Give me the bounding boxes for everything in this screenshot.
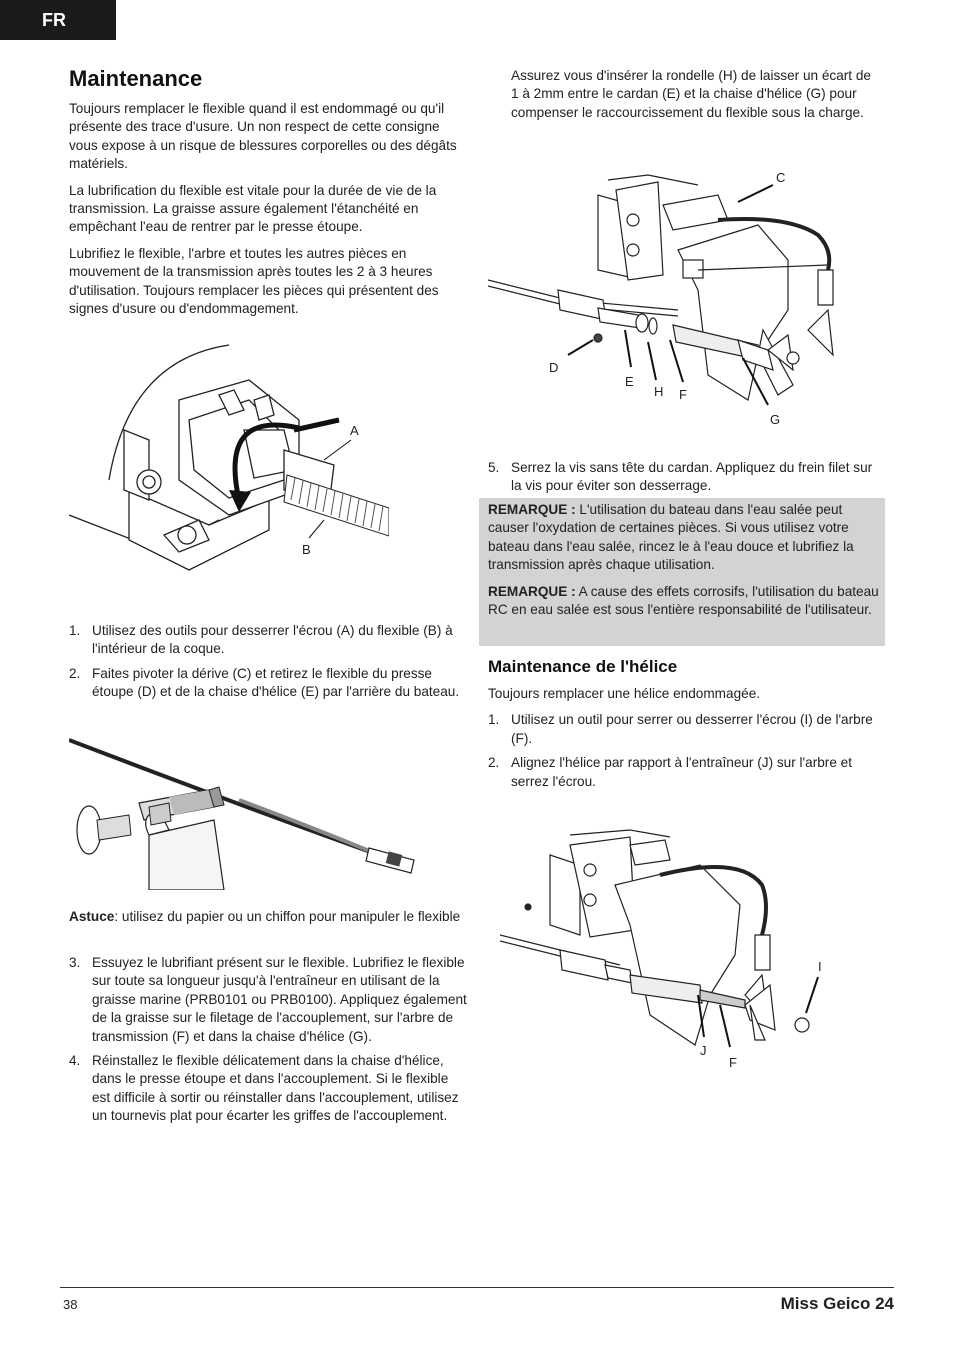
label-i: I (818, 959, 822, 974)
step-5: 5. Serrez la vis sans tête du cardan. Appliquez du frein filet sur la vis pour éviter son desserrage. (488, 460, 873, 494)
language-tab: FR (0, 0, 116, 40)
tip-text: : utilisez du papier ou un chiffon pour manipuler le flexible (114, 909, 461, 924)
step-5-list (488, 459, 885, 502)
notes-box (479, 498, 885, 646)
step-4: 4. Réinstallez le flexible délicatement dans la chaise d'hélice, dans le presse étoupe et dans l'accouplement. Si le flexible est difficile à sortir ou réinstaller dans l'accouplement, utilisez un tournevis plat pour écarter les griffes de l'accouplement. (69, 1053, 459, 1124)
page-number: 38 (63, 1297, 78, 1312)
figure-propeller (500, 825, 840, 1075)
page-title: Maintenance (69, 66, 203, 91)
prop-title: Maintenance de l'hélice (488, 657, 678, 676)
label-e: E (625, 374, 634, 389)
label-j: J (700, 1043, 707, 1058)
paragraph-3: Lubrifiez le flexible, l'arbre et toutes les autres pièces en mouvement de la transmission après toutes les 2 à 3 heures d'utilisation. Toujours remplacer les pièces qui présentent des signes d'usure ou d'endommagement. (69, 245, 439, 317)
prop-steps (488, 711, 885, 791)
paragraph-2: La lubrification du flexible est vitale pour la durée de vie de la transmission. La graisse assure également l'étanchéité en empêchant l'eau de rentrer par le presse étoupe. (69, 182, 437, 235)
tip (69, 908, 467, 926)
prop-section (488, 657, 885, 797)
label-f2: F (729, 1055, 737, 1070)
prop-intro: Toujours remplacer une hélice endommagée. (488, 686, 761, 701)
step-3: 3. Essuyez le lubrifiant présent sur le flexible. Lubrifiez le flexible sur toute sa longueur jusqu'à l'entraîneur en utilisant de la graisse marine (PRB0101 ou PRB0100). Appliquez également de la graisse sur le filetage de l'accouplement, sur l'arbre de transmission (F) et dans la chaise d'hélice (G). (69, 955, 467, 1044)
label-h: H (654, 384, 664, 399)
step-2: 2. Faites pivoter la dérive (C) et retirez le flexible du presse étoupe (D) et de la chaise d'hélice (E) par l'arrière du bateau. (69, 665, 460, 700)
prop-step-2: 2. Alignez l'hélice par rapport à l'entraîneur (J) sur l'arbre et serrez l'écrou. (488, 755, 852, 789)
figure-grease-cable (69, 735, 419, 890)
right-intro: Assurez vous d'insérer la rondelle (H) de laisser un écart de 1 à 2mm entre le cardan (E) et la chaise d'hélice (G) pour compenser le raccourcissement du flexible sous la charge. (511, 68, 871, 120)
paragraph-1: Toujours remplacer le flexible quand il est endommagé ou qu'il présente des trace d'usure. Un non respect de cette consigne vous expose à un risque de blessures corporelles ou des dégâts matériels. (69, 101, 457, 172)
figure-nut-cable (69, 340, 389, 580)
steps-list-a (69, 622, 467, 708)
label-d: D (549, 360, 559, 375)
prop-step-1: 1. Utilisez un outil pour serrer ou desserrer l'écrou (I) de l'arbre (F). (488, 712, 873, 746)
document-title: Miss Geico 24 (780, 1294, 894, 1313)
label-b: B (302, 542, 311, 557)
footer-divider (60, 1287, 894, 1288)
step-1: 1. Utilisez des outils pour desserrer l'écrou (A) du flexible (B) à l'intérieur de la coque. (69, 623, 453, 657)
note-1: REMARQUE : L'utilisation du bateau dans l'eau salée peut causer l'oxydation de certaines pièces. Si vous utilisez votre bateau dans l'eau salée, rincez le à l'eau douce et lubrifiez la transmission après chaque utilisation. (488, 502, 854, 573)
label-f: F (679, 387, 687, 402)
tip-label: Astuce (69, 909, 115, 924)
label-g: G (770, 412, 781, 427)
left-column (69, 60, 467, 326)
note-2: REMARQUE : A cause des effets corrosifs, l'utilisation du bateau RC en eau salée est sous l'entière responsabilité de l'utilisateur. (488, 583, 879, 618)
label-a: A (350, 423, 359, 438)
figure-drive-assembly (488, 160, 888, 440)
steps-list-b (69, 954, 467, 1132)
label-c: C (776, 170, 786, 185)
